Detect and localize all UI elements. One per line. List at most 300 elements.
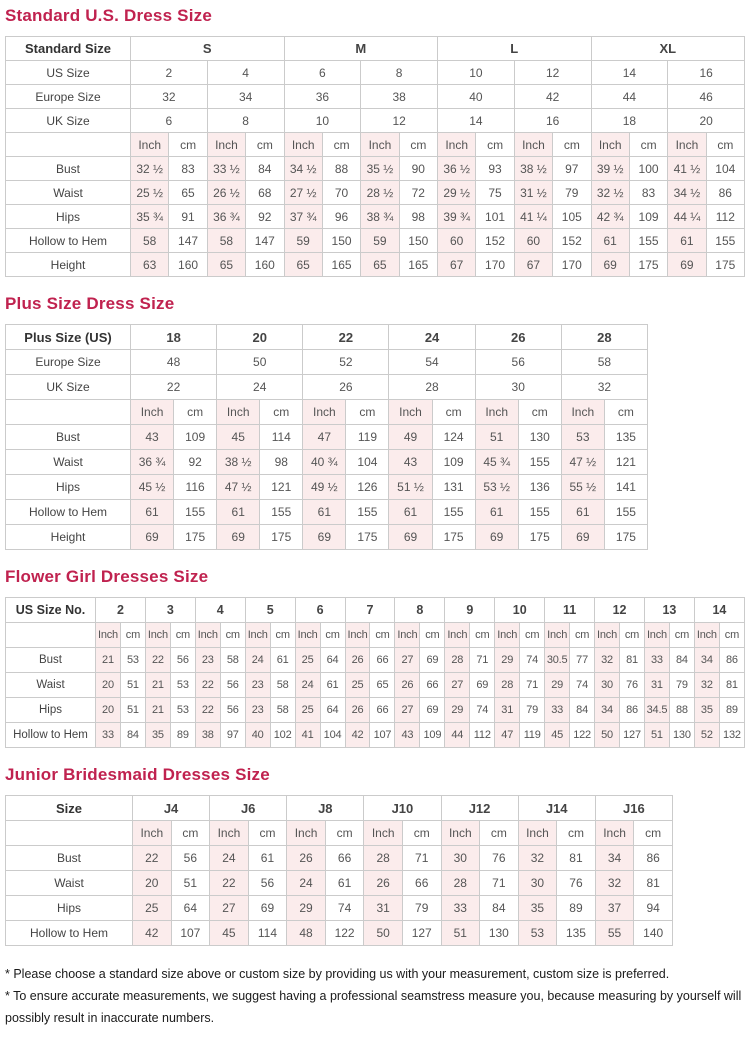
measure-row-label: Bust <box>6 648 96 673</box>
unit-inch-header: Inch <box>245 623 270 648</box>
info-row-label: Europe Size <box>6 350 131 375</box>
size-group-header: 9 <box>445 598 495 623</box>
measure-row-label: Hips <box>6 205 131 229</box>
unit-inch-header: Inch <box>395 623 420 648</box>
size-table <box>5 597 745 748</box>
inch-value: 26 <box>345 698 370 723</box>
cm-value: 119 <box>520 723 545 748</box>
cm-value: 124 <box>432 425 475 450</box>
info-row-label: UK Size <box>6 109 131 133</box>
size-group-header: 3 <box>145 598 195 623</box>
unit-inch-header: Inch <box>133 821 172 846</box>
measure-row-label: Hips <box>6 698 96 723</box>
cm-value: 150 <box>322 229 360 253</box>
unit-inch-header: Inch <box>438 133 476 157</box>
unit-inch-header: Inch <box>145 623 170 648</box>
inch-value: 35 <box>145 723 170 748</box>
cm-value: 130 <box>480 921 519 946</box>
cm-value: 141 <box>604 475 647 500</box>
inch-value: 51 ½ <box>389 475 432 500</box>
unit-inch-header: Inch <box>668 133 706 157</box>
inch-value: 47 <box>303 425 346 450</box>
cm-value: 89 <box>170 723 195 748</box>
inch-value: 67 <box>514 253 552 277</box>
cm-value: 83 <box>169 157 207 181</box>
unit-inch-header: Inch <box>514 133 552 157</box>
cm-value: 105 <box>553 205 591 229</box>
size-group-header: J4 <box>133 796 210 821</box>
measure-row-label: Hollow to Hem <box>6 500 131 525</box>
inch-value: 33 <box>644 648 669 673</box>
unit-inch-header: Inch <box>545 623 570 648</box>
cm-value: 97 <box>220 723 245 748</box>
cm-value: 53 <box>170 673 195 698</box>
inch-value: 24 <box>245 648 270 673</box>
cm-value: 96 <box>322 205 360 229</box>
cm-value: 71 <box>470 648 495 673</box>
size-chart-page <box>5 6 745 1029</box>
cm-value: 155 <box>518 450 561 475</box>
inch-value: 65 <box>361 253 399 277</box>
cm-value: 65 <box>370 673 395 698</box>
size-table <box>5 36 745 277</box>
cm-value: 56 <box>220 698 245 723</box>
measure-row-label: Waist <box>6 450 131 475</box>
inch-value: 40 <box>245 723 270 748</box>
cm-value: 126 <box>346 475 389 500</box>
cm-value: 165 <box>399 253 437 277</box>
size-group-header: J10 <box>364 796 441 821</box>
inch-value: 44 ¼ <box>668 205 706 229</box>
measure-row-label: Hips <box>6 475 131 500</box>
size-value: 10 <box>438 61 515 85</box>
inch-value: 50 <box>595 723 620 748</box>
cm-value: 150 <box>399 229 437 253</box>
inch-value: 43 <box>395 723 420 748</box>
cm-value: 170 <box>476 253 514 277</box>
cm-value: 79 <box>553 181 591 205</box>
inch-value: 36 ¾ <box>131 450 174 475</box>
inch-value: 65 <box>284 253 322 277</box>
cm-value: 98 <box>260 450 303 475</box>
unit-cm-header: cm <box>346 400 389 425</box>
cm-value: 71 <box>480 871 519 896</box>
inch-value: 41 ¼ <box>514 205 552 229</box>
cm-value: 51 <box>120 673 145 698</box>
unit-cm-header: cm <box>320 623 345 648</box>
unit-inch-header: Inch <box>591 133 629 157</box>
plus-size-table-container <box>5 324 745 550</box>
unit-inch-header: Inch <box>518 821 557 846</box>
size-value: 14 <box>591 61 668 85</box>
cm-value: 81 <box>634 871 673 896</box>
measure-row-label: Waist <box>6 181 131 205</box>
unit-cm-header: cm <box>322 133 360 157</box>
inch-value: 21 <box>96 648 121 673</box>
cm-value: 86 <box>634 846 673 871</box>
size-value: 52 <box>303 350 389 375</box>
size-group-header: 11 <box>545 598 595 623</box>
inch-value: 69 <box>131 525 174 550</box>
inch-value: 36 ¾ <box>207 205 245 229</box>
section-flower-girl-dresses-size <box>5 567 745 748</box>
inch-value: 69 <box>668 253 706 277</box>
cm-value: 56 <box>248 871 287 896</box>
size-value: 46 <box>668 85 745 109</box>
cm-value: 61 <box>248 846 287 871</box>
inch-value: 28 <box>495 673 520 698</box>
unit-inch-header: Inch <box>207 133 245 157</box>
inch-value: 22 <box>133 846 172 871</box>
inch-value: 25 <box>295 648 320 673</box>
cm-value: 75 <box>476 181 514 205</box>
inch-value: 35 <box>518 896 557 921</box>
inch-value: 27 <box>210 896 249 921</box>
cm-value: 74 <box>520 648 545 673</box>
inch-value: 61 <box>389 500 432 525</box>
cm-value: 53 <box>170 698 195 723</box>
unit-inch-header: Inch <box>287 821 326 846</box>
cm-value: 155 <box>346 500 389 525</box>
unit-inch-header: Inch <box>595 623 620 648</box>
size-group-header: M <box>284 37 438 61</box>
cm-value: 121 <box>260 475 303 500</box>
cm-value: 160 <box>246 253 284 277</box>
cm-value: 112 <box>470 723 495 748</box>
unit-cm-header: cm <box>476 133 514 157</box>
cm-value: 175 <box>174 525 217 550</box>
inch-value: 30 <box>441 846 480 871</box>
unit-inch-header: Inch <box>131 400 174 425</box>
unit-inch-header: Inch <box>475 400 518 425</box>
cm-value: 76 <box>620 673 645 698</box>
cm-value: 84 <box>570 698 595 723</box>
unit-cm-header: cm <box>520 623 545 648</box>
unit-cm-header: cm <box>174 400 217 425</box>
inch-value: 35 ½ <box>361 157 399 181</box>
cm-value: 61 <box>270 648 295 673</box>
unit-inch-header: Inch <box>361 133 399 157</box>
cm-value: 66 <box>370 698 395 723</box>
size-group-header: 12 <box>595 598 645 623</box>
cm-value: 79 <box>402 896 441 921</box>
cm-value: 122 <box>325 921 364 946</box>
inch-value: 28 <box>445 648 470 673</box>
inch-value: 34 <box>595 698 620 723</box>
inch-value: 60 <box>438 229 476 253</box>
inch-value: 38 ½ <box>217 450 260 475</box>
unit-cm-header: cm <box>399 133 437 157</box>
unit-inch-header: Inch <box>295 623 320 648</box>
info-row-label: US Size <box>6 61 131 85</box>
cm-value: 107 <box>171 921 210 946</box>
cm-value: 114 <box>260 425 303 450</box>
cm-value: 98 <box>399 205 437 229</box>
cm-value: 92 <box>174 450 217 475</box>
size-value: 40 <box>438 85 515 109</box>
inch-value: 59 <box>361 229 399 253</box>
inch-value: 53 <box>561 425 604 450</box>
inch-value: 32 <box>518 846 557 871</box>
size-group-header: XL <box>591 37 745 61</box>
cm-value: 81 <box>620 648 645 673</box>
inch-value: 34 ½ <box>668 181 706 205</box>
section-junior-bridesmaid-dresses-size <box>5 765 745 946</box>
cm-value: 69 <box>420 648 445 673</box>
inch-value: 47 <box>495 723 520 748</box>
inch-value: 42 <box>133 921 172 946</box>
section-title: Plus Size Dress Size <box>5 294 175 313</box>
inch-value: 21 <box>145 673 170 698</box>
cm-value: 88 <box>322 157 360 181</box>
inch-value: 60 <box>514 229 552 253</box>
inch-value: 39 ½ <box>591 157 629 181</box>
inch-value: 28 ½ <box>361 181 399 205</box>
inch-value: 29 <box>445 698 470 723</box>
cm-value: 155 <box>174 500 217 525</box>
cm-value: 175 <box>604 525 647 550</box>
cm-value: 136 <box>518 475 561 500</box>
inch-value: 33 <box>441 896 480 921</box>
inch-value: 42 <box>345 723 370 748</box>
inch-value: 32 <box>694 673 719 698</box>
unit-cm-header: cm <box>171 821 210 846</box>
cm-value: 112 <box>706 205 744 229</box>
inch-value: 33 <box>96 723 121 748</box>
unit-inch-header: Inch <box>217 400 260 425</box>
inch-value: 27 <box>395 698 420 723</box>
cm-value: 70 <box>322 181 360 205</box>
cm-value: 81 <box>557 846 596 871</box>
inch-value: 34 <box>595 846 634 871</box>
inch-value: 30.5 <box>545 648 570 673</box>
inch-value: 38 <box>195 723 220 748</box>
cm-value: 56 <box>171 846 210 871</box>
inch-value: 29 <box>545 673 570 698</box>
inch-value: 47 ½ <box>217 475 260 500</box>
cm-value: 175 <box>629 253 667 277</box>
section-title: Standard U.S. Dress Size <box>5 6 212 25</box>
measure-row-label: Bust <box>6 846 133 871</box>
unit-cm-header: cm <box>120 623 145 648</box>
cm-value: 155 <box>518 500 561 525</box>
inch-value: 27 <box>445 673 470 698</box>
inch-value: 34 ½ <box>284 157 322 181</box>
cm-value: 56 <box>220 673 245 698</box>
inch-value: 33 <box>545 698 570 723</box>
unit-cm-header: cm <box>402 821 441 846</box>
inch-value: 24 <box>287 871 326 896</box>
unit-inch-header: Inch <box>284 133 322 157</box>
cm-value: 152 <box>476 229 514 253</box>
inch-value: 37 <box>595 896 634 921</box>
size-group-header: 5 <box>245 598 295 623</box>
footnote: * To ensure accurate measurements, we suggest having a professional seamstress measure you, because measuring by yourself will possibly result in inaccurate numbers. <box>5 989 742 1025</box>
cm-value: 74 <box>470 698 495 723</box>
unit-cm-header: cm <box>370 623 395 648</box>
size-value: 44 <box>591 85 668 109</box>
unit-inch-header: Inch <box>96 623 121 648</box>
cm-value: 56 <box>170 648 195 673</box>
inch-value: 55 ½ <box>561 475 604 500</box>
cm-value: 68 <box>246 181 284 205</box>
inch-value: 55 <box>595 921 634 946</box>
footnote: * Please choose a standard size above or custom size by providing us with your measurement, custom size is preferred. <box>5 967 670 981</box>
cm-value: 66 <box>370 648 395 673</box>
measure-row-label: Hips <box>6 896 133 921</box>
unit-inch-header: Inch <box>303 400 346 425</box>
cm-value: 109 <box>174 425 217 450</box>
corner-label: Size <box>6 796 133 821</box>
cm-value: 92 <box>246 205 284 229</box>
cm-value: 107 <box>370 723 395 748</box>
inch-value: 58 <box>207 229 245 253</box>
unit-cm-header: cm <box>570 623 595 648</box>
inch-value: 69 <box>389 525 432 550</box>
size-group-header: J16 <box>595 796 672 821</box>
inch-value: 37 ¾ <box>284 205 322 229</box>
size-group-header: 14 <box>694 598 744 623</box>
inch-value: 30 <box>595 673 620 698</box>
measure-row-label: Height <box>6 253 131 277</box>
section-title: Flower Girl Dresses Size <box>5 567 209 586</box>
inch-value: 45 <box>210 921 249 946</box>
cm-value: 91 <box>169 205 207 229</box>
cm-value: 53 <box>120 648 145 673</box>
cm-value: 175 <box>706 253 744 277</box>
inch-value: 32 ½ <box>131 157 169 181</box>
size-group-header: 2 <box>96 598 146 623</box>
inch-value: 33 ½ <box>207 157 245 181</box>
inch-value: 38 ½ <box>514 157 552 181</box>
inch-value: 41 ½ <box>668 157 706 181</box>
cm-value: 79 <box>520 698 545 723</box>
size-value: 22 <box>131 375 217 400</box>
cm-value: 155 <box>706 229 744 253</box>
cm-value: 58 <box>220 648 245 673</box>
cm-value: 165 <box>322 253 360 277</box>
corner-label: US Size No. <box>6 598 96 623</box>
section-title: Junior Bridesmaid Dresses Size <box>5 765 270 784</box>
unit-cm-header: cm <box>480 821 519 846</box>
cm-value: 160 <box>169 253 207 277</box>
cm-value: 88 <box>669 698 694 723</box>
inch-value: 31 <box>644 673 669 698</box>
size-group-header: S <box>131 37 285 61</box>
cm-value: 61 <box>325 871 364 896</box>
cm-value: 109 <box>432 450 475 475</box>
inch-value: 24 <box>295 673 320 698</box>
cm-value: 127 <box>620 723 645 748</box>
inch-value: 69 <box>303 525 346 550</box>
inch-value: 25 ½ <box>131 181 169 205</box>
cm-value: 155 <box>604 500 647 525</box>
inch-value: 23 <box>245 698 270 723</box>
inch-value: 52 <box>694 723 719 748</box>
cm-value: 64 <box>171 896 210 921</box>
size-value: 34 <box>207 85 284 109</box>
unit-inch-header: Inch <box>195 623 220 648</box>
inch-value: 51 <box>475 425 518 450</box>
empty-label-cell <box>6 821 133 846</box>
inch-value: 39 ¾ <box>438 205 476 229</box>
cm-value: 76 <box>480 846 519 871</box>
cm-value: 100 <box>629 157 667 181</box>
unit-cm-header: cm <box>248 821 287 846</box>
measure-row-label: Waist <box>6 871 133 896</box>
inch-value: 69 <box>561 525 604 550</box>
section-plus-size-dress-size <box>5 294 745 550</box>
corner-label: Plus Size (US) <box>6 325 131 350</box>
inch-value: 43 <box>389 450 432 475</box>
size-value: 12 <box>361 109 438 133</box>
inch-value: 20 <box>96 673 121 698</box>
inch-value: 51 <box>644 723 669 748</box>
inch-value: 65 <box>207 253 245 277</box>
cm-value: 155 <box>629 229 667 253</box>
cm-value: 122 <box>570 723 595 748</box>
size-value: 38 <box>361 85 438 109</box>
size-group-header: J12 <box>441 796 518 821</box>
inch-value: 45 ½ <box>131 475 174 500</box>
cm-value: 72 <box>399 181 437 205</box>
cm-value: 61 <box>320 673 345 698</box>
cm-value: 121 <box>604 450 647 475</box>
cm-value: 84 <box>120 723 145 748</box>
cm-value: 71 <box>520 673 545 698</box>
junior-bridesmaid-table-container <box>5 795 745 946</box>
cm-value: 140 <box>634 921 673 946</box>
inch-value: 69 <box>591 253 629 277</box>
inch-value: 43 <box>131 425 174 450</box>
unit-cm-header: cm <box>719 623 744 648</box>
measure-row-label: Waist <box>6 673 96 698</box>
inch-value: 25 <box>295 698 320 723</box>
cm-value: 175 <box>346 525 389 550</box>
size-value: 20 <box>668 109 745 133</box>
size-group-header: 8 <box>395 598 445 623</box>
inch-value: 23 <box>245 673 270 698</box>
size-group-header: 28 <box>561 325 647 350</box>
size-group-header: J8 <box>287 796 364 821</box>
size-value: 28 <box>389 375 475 400</box>
size-group-header: J6 <box>210 796 287 821</box>
size-value: 16 <box>514 109 591 133</box>
unit-cm-header: cm <box>420 623 445 648</box>
inch-value: 29 <box>495 648 520 673</box>
size-value: 26 <box>303 375 389 400</box>
measure-row-label: Hollow to Hem <box>6 229 131 253</box>
cm-value: 66 <box>325 846 364 871</box>
inch-value: 24 <box>210 846 249 871</box>
inch-value: 22 <box>145 648 170 673</box>
inch-value: 32 <box>595 648 620 673</box>
section-standard-us-dress-size <box>5 6 745 277</box>
cm-value: 102 <box>270 723 295 748</box>
inch-value: 53 ½ <box>475 475 518 500</box>
unit-inch-header: Inch <box>364 821 403 846</box>
unit-cm-header: cm <box>325 821 364 846</box>
inch-value: 34 <box>694 648 719 673</box>
size-group-header: L <box>438 37 592 61</box>
measure-row-label: Hollow to Hem <box>6 723 96 748</box>
size-value: 42 <box>514 85 591 109</box>
cm-value: 74 <box>570 673 595 698</box>
inch-value: 49 <box>389 425 432 450</box>
cm-value: 83 <box>629 181 667 205</box>
cm-value: 130 <box>669 723 694 748</box>
cm-value: 175 <box>432 525 475 550</box>
